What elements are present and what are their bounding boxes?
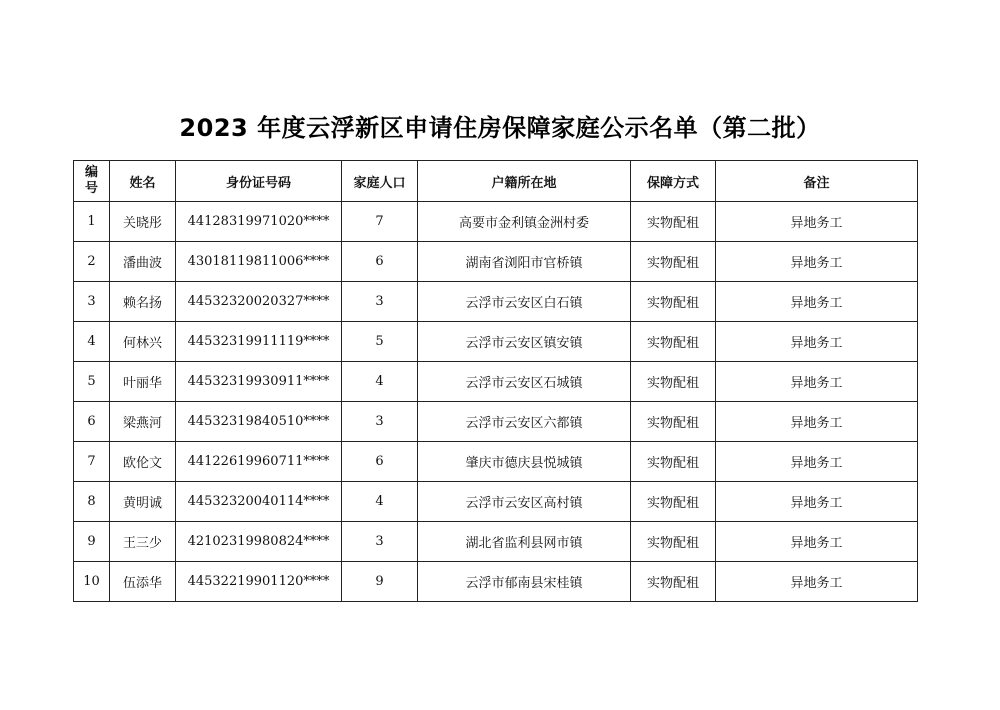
header-support-type: 保障方式 (631, 161, 716, 202)
cell-remarks: 异地务工 (716, 522, 918, 562)
cell-id-number: 43018119811006**** (176, 242, 342, 282)
header-no (74, 161, 110, 202)
table-row (74, 282, 918, 322)
cell-support-type: 实物配租 (631, 522, 716, 562)
cell-id-number: 42102319980824**** (176, 522, 342, 562)
header-residence: 户籍所在地 (418, 161, 631, 202)
cell-remarks: 异地务工 (716, 442, 918, 482)
cell-no: 8 (74, 482, 110, 522)
cell-id-number: 44532319840510**** (176, 402, 342, 442)
document-title: 2023 年度云浮新区申请住房保障家庭公示名单（第二批） (179, 114, 821, 142)
cell-name: 黄明诚 (110, 482, 176, 522)
header-name: 姓名 (110, 161, 176, 202)
cell-no: 6 (74, 402, 110, 442)
cell-remarks: 异地务工 (716, 282, 918, 322)
applicant-table (73, 160, 918, 602)
cell-residence: 云浮市郁南县宋桂镇 (418, 562, 631, 602)
cell-name: 王三少 (110, 522, 176, 562)
cell-household-size: 3 (342, 282, 418, 322)
cell-no: 2 (74, 242, 110, 282)
cell-residence: 高要市金利镇金洲村委 (418, 202, 631, 242)
cell-residence: 湖北省监利县网市镇 (418, 522, 631, 562)
cell-support-type: 实物配租 (631, 402, 716, 442)
cell-name: 关晓彤 (110, 202, 176, 242)
cell-support-type: 实物配租 (631, 482, 716, 522)
cell-household-size: 3 (342, 402, 418, 442)
cell-residence: 肇庆市德庆县悦城镇 (418, 442, 631, 482)
cell-household-size: 4 (342, 362, 418, 402)
cell-support-type: 实物配租 (631, 362, 716, 402)
cell-name: 何林兴 (110, 322, 176, 362)
cell-name: 叶丽华 (110, 362, 176, 402)
table-row (74, 202, 918, 242)
cell-name: 欧伦文 (110, 442, 176, 482)
cell-residence: 云浮市云安区六都镇 (418, 402, 631, 442)
cell-residence: 云浮市云安区高村镇 (418, 482, 631, 522)
cell-support-type: 实物配租 (631, 202, 716, 242)
cell-support-type: 实物配租 (631, 562, 716, 602)
cell-id-number: 44532319930911**** (176, 362, 342, 402)
cell-household-size: 7 (342, 202, 418, 242)
cell-no: 5 (74, 362, 110, 402)
cell-remarks: 异地务工 (716, 482, 918, 522)
cell-remarks: 异地务工 (716, 362, 918, 402)
cell-no: 4 (74, 322, 110, 362)
cell-residence: 云浮市云安区石城镇 (418, 362, 631, 402)
cell-household-size: 6 (342, 442, 418, 482)
table-header-row (74, 161, 918, 202)
table-row (74, 562, 918, 602)
cell-name: 赖名扬 (110, 282, 176, 322)
cell-remarks: 异地务工 (716, 402, 918, 442)
table-row (74, 482, 918, 522)
cell-household-size: 9 (342, 562, 418, 602)
cell-id-number: 44532320020327**** (176, 282, 342, 322)
cell-residence: 湖南省浏阳市官桥镇 (418, 242, 631, 282)
cell-no: 7 (74, 442, 110, 482)
header-no-line1: 编 (84, 165, 98, 180)
cell-remarks: 异地务工 (716, 202, 918, 242)
header-remarks: 备注 (716, 161, 918, 202)
cell-support-type: 实物配租 (631, 242, 716, 282)
table-row (74, 442, 918, 482)
cell-residence: 云浮市云安区白石镇 (418, 282, 631, 322)
cell-no: 1 (74, 202, 110, 242)
cell-remarks: 异地务工 (716, 242, 918, 282)
cell-residence: 云浮市云安区镇安镇 (418, 322, 631, 362)
cell-household-size: 4 (342, 482, 418, 522)
cell-id-number: 44532219901120**** (176, 562, 342, 602)
cell-support-type: 实物配租 (631, 322, 716, 362)
cell-no: 9 (74, 522, 110, 562)
cell-id-number: 44128319971020**** (176, 202, 342, 242)
cell-id-number: 44532319911119**** (176, 322, 342, 362)
cell-remarks: 异地务工 (716, 562, 918, 602)
table-row (74, 362, 918, 402)
cell-id-number: 44532320040114**** (176, 482, 342, 522)
header-no-line2: 号 (84, 181, 98, 196)
cell-support-type: 实物配租 (631, 282, 716, 322)
header-id-number: 身份证号码 (176, 161, 342, 202)
table-row (74, 522, 918, 562)
cell-household-size: 5 (342, 322, 418, 362)
table-row (74, 402, 918, 442)
cell-household-size: 6 (342, 242, 418, 282)
cell-no: 10 (74, 562, 110, 602)
table-row (74, 242, 918, 282)
cell-name: 潘曲波 (110, 242, 176, 282)
cell-name: 伍添华 (110, 562, 176, 602)
cell-no: 3 (74, 282, 110, 322)
cell-household-size: 3 (342, 522, 418, 562)
cell-support-type: 实物配租 (631, 442, 716, 482)
header-household-size: 家庭人口 (342, 161, 418, 202)
cell-remarks: 异地务工 (716, 322, 918, 362)
cell-id-number: 44122619960711**** (176, 442, 342, 482)
cell-name: 梁燕河 (110, 402, 176, 442)
table-row (74, 322, 918, 362)
